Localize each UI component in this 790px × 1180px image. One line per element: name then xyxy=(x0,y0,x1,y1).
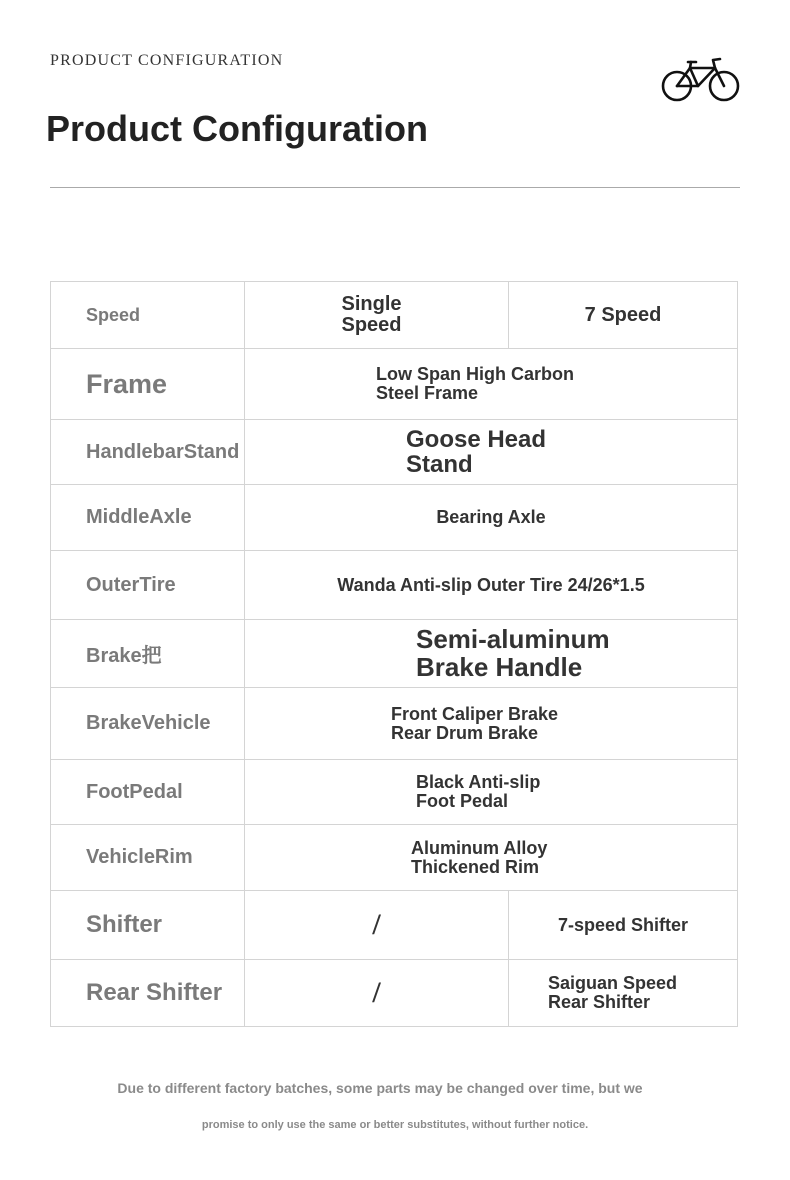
spec-value-7-speed-shifter: 7-speed Shifter xyxy=(509,891,738,960)
spec-row-frame xyxy=(51,349,738,420)
spec-value-outer-tire: Wanda Anti-slip Outer Tire 24/26*1.5 xyxy=(245,551,738,620)
disclaimer-line-1: Due to different factory batches, some parts may be changed over time, but we xyxy=(117,1080,643,1096)
spec-row-outer-tire xyxy=(51,551,738,620)
spec-value-shifter-none: / xyxy=(245,891,509,960)
spec-row-vehicle-rim xyxy=(51,825,738,891)
spec-value-foot-pedal: Black Anti-slip Foot Pedal xyxy=(245,760,738,825)
disclaimer-line-2: promise to only use the same or better substitutes, without further notice. xyxy=(201,1119,589,1131)
spec-row-middle-axle xyxy=(51,485,738,551)
spec-label-shifter: Shifter xyxy=(51,891,245,960)
spec-value-vehicle-rim: Aluminum Alloy Thickened Rim xyxy=(245,825,738,891)
spec-label-brake-vehicle: BrakeVehicle xyxy=(51,688,245,760)
spec-label-middle-axle: MiddleAxle xyxy=(51,485,245,551)
spec-table xyxy=(50,281,738,1027)
spec-label-brake-handle: Brake把 xyxy=(51,620,245,688)
spec-row-brake-handle xyxy=(51,620,738,688)
bicycle-icon xyxy=(660,54,742,104)
spec-label-rear-shifter: Rear Shifter xyxy=(51,960,245,1027)
spec-value-brake-handle: Semi-aluminum Brake Handle xyxy=(245,620,738,688)
spec-label-speed: Speed xyxy=(51,282,245,349)
spec-value-7-speed: 7 Speed xyxy=(509,282,738,349)
spec-label-vehicle-rim: VehicleRim xyxy=(51,825,245,891)
spec-value-saiguan-rear-shifter: Saiguan Speed Rear Shifter xyxy=(509,960,738,1027)
spec-row-foot-pedal xyxy=(51,760,738,825)
spec-value-handlebar-stand: Goose Head Stand xyxy=(245,420,738,485)
spec-label-foot-pedal: FootPedal xyxy=(51,760,245,825)
spec-row-rear-shifter xyxy=(51,960,738,1027)
spec-row-speed xyxy=(51,282,738,349)
spec-value-brake-vehicle: Front Caliper Brake Rear Drum Brake xyxy=(245,688,738,760)
spec-value-rear-shifter-none: / xyxy=(245,960,509,1027)
spec-label-outer-tire: OuterTire xyxy=(51,551,245,620)
spec-row-handlebar-stand xyxy=(51,420,738,485)
spec-value-single-speed: Single Speed xyxy=(245,282,509,349)
spec-label-frame: Frame xyxy=(51,349,245,420)
page-title: Product Configuration xyxy=(46,108,428,149)
spec-row-shifter xyxy=(51,891,738,960)
spec-row-brake-vehicle xyxy=(51,688,738,760)
spec-label-handlebar-stand: HandlebarStand xyxy=(51,420,245,485)
spec-value-frame: Low Span High Carbon Steel Frame xyxy=(245,349,738,420)
title-divider xyxy=(50,187,740,188)
section-eyebrow: PRODUCT CONFIGURATION xyxy=(50,52,284,69)
spec-value-middle-axle: Bearing Axle xyxy=(245,485,738,551)
